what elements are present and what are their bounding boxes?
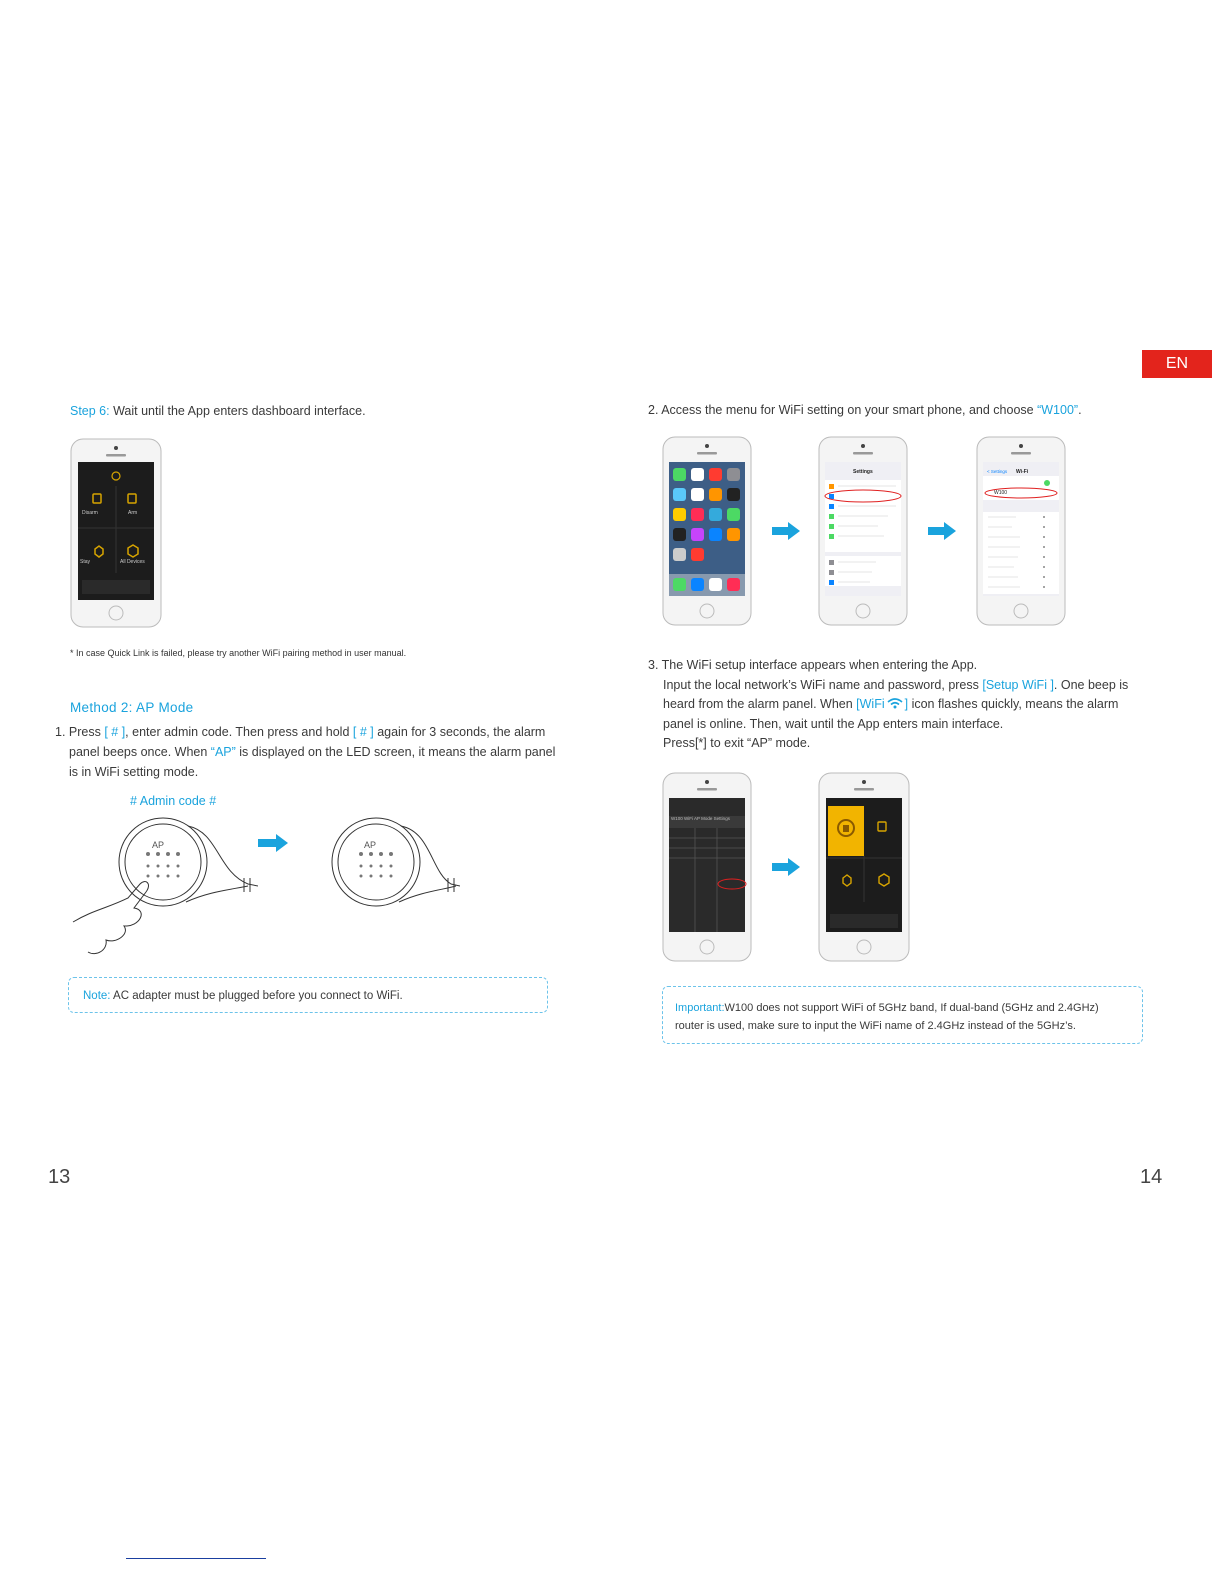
phone-settings-image	[818, 436, 908, 626]
arrow-right-icon	[928, 522, 956, 540]
step2-end: .	[1078, 403, 1082, 417]
page-number-left: 13	[48, 1166, 71, 1188]
dash-tile-arm: Arm	[128, 510, 138, 516]
important-box	[662, 986, 1143, 1044]
step3-line5: Press[*] to exit “AP” mode.	[663, 736, 811, 750]
bottom-rule	[126, 1558, 266, 1559]
step3-block	[648, 656, 1148, 754]
dash-tile-labels-bottom	[80, 559, 150, 565]
step2-text: 2. Access the menu for WiFi setting on your smart phone, and choose	[648, 403, 1038, 417]
phone-app-main-image	[818, 772, 910, 962]
wifi-title: Wi-Fi	[1016, 469, 1029, 475]
setup-wifi-ref: [Setup WiFi ]	[982, 677, 1054, 692]
step3-line3b: icon flashes quickly, means the alarm	[908, 697, 1119, 711]
alarm-panel-with-hand-image	[68, 812, 258, 960]
step1-text-e: is displayed on the LED screen, it means the alarm panel	[235, 745, 556, 759]
admin-code-label: # Admin code #	[130, 794, 217, 808]
step3-line2b: . One beep is	[1053, 677, 1129, 692]
page-number-right: 14	[1140, 1166, 1163, 1188]
step1-text-a: 1. Press	[55, 725, 105, 739]
method2-step1	[55, 722, 575, 782]
note-body: AC adapter must be plugged before you connect to WiFi.	[110, 990, 403, 1002]
step1-text-c: again for 3 seconds, the alarm	[373, 725, 546, 739]
phone-homescreen-image	[662, 436, 752, 626]
dash-tile-labels-top	[82, 510, 146, 516]
wifi-selected-network: W100	[994, 490, 1008, 496]
step6-label: Step 6:	[70, 404, 110, 418]
step1-text-f: is in WiFi setting mode.	[69, 765, 199, 779]
method2-title: Method 2: AP Mode	[70, 700, 194, 715]
step3-line4: panel is online. Then, wait until the App enters main interface.	[663, 716, 1004, 731]
hash-key-ref-2: [ # ]	[352, 725, 374, 739]
wifi-icon	[887, 698, 903, 709]
important-text	[675, 999, 1099, 1035]
svg-text:AP: AP	[364, 840, 377, 850]
app-setup-title: W100 WiFi AP Mode Settings	[671, 816, 730, 821]
footnote: * In case Quick Link is failed, please try another WiFi pairing method in user manual.	[70, 648, 407, 658]
step3-line3a: heard from the alarm panel. When	[663, 697, 857, 711]
note-box	[68, 977, 548, 1013]
svg-text:AP: AP	[152, 840, 165, 850]
settings-title: Settings	[853, 469, 873, 475]
important-line1: W100 does not support WiFi of 5GHz band, If dual-band (5GHz and 2.4GHz)	[724, 1002, 1099, 1014]
important-line2: router is used, make sure to input the WiFi name of 2.4GHz instead of the 5GHz’s.	[675, 1020, 1076, 1032]
step3-line2a: Input the local network’s WiFi name and password, press	[663, 677, 983, 692]
step1-text-d: panel beeps once. When	[69, 745, 211, 759]
ap-ref: “AP”	[210, 745, 236, 759]
arrow-right-icon	[258, 834, 288, 852]
arrow-right-icon	[772, 522, 800, 540]
alarm-panel-ap-image	[326, 812, 460, 912]
step2-line	[648, 403, 1082, 417]
wifi-tag-open: [WiFi	[856, 697, 885, 711]
language-tab[interactable]: EN	[1142, 350, 1212, 378]
dash-tile-disarm: Disarm	[82, 510, 98, 516]
phone-app-wifi-setup-image	[662, 772, 752, 962]
step3-line1: 3. The WiFi setup interface appears when entering the App.	[648, 658, 978, 672]
wifi-tag-close: ]	[904, 697, 909, 711]
hash-key-ref: [ # ]	[104, 725, 126, 739]
w100-ref: “W100”	[1037, 403, 1079, 417]
arrow-right-icon	[772, 858, 800, 876]
note-text	[83, 990, 403, 1002]
phone-wifi-list-image	[976, 436, 1066, 626]
step6-line	[70, 404, 366, 418]
step6-text: Wait until the App enters dashboard interface.	[109, 404, 366, 418]
wifi-back: < Settings	[987, 469, 1008, 474]
dash-tile-all-devices: All Devices	[120, 559, 145, 565]
note-label: Note:	[83, 990, 111, 1002]
step1-text-b: , enter admin code. Then press and hold	[125, 725, 353, 739]
important-label: Important:	[675, 1002, 725, 1014]
phone-dashboard-image	[70, 438, 162, 628]
dash-tile-stay: Stay	[80, 559, 91, 565]
